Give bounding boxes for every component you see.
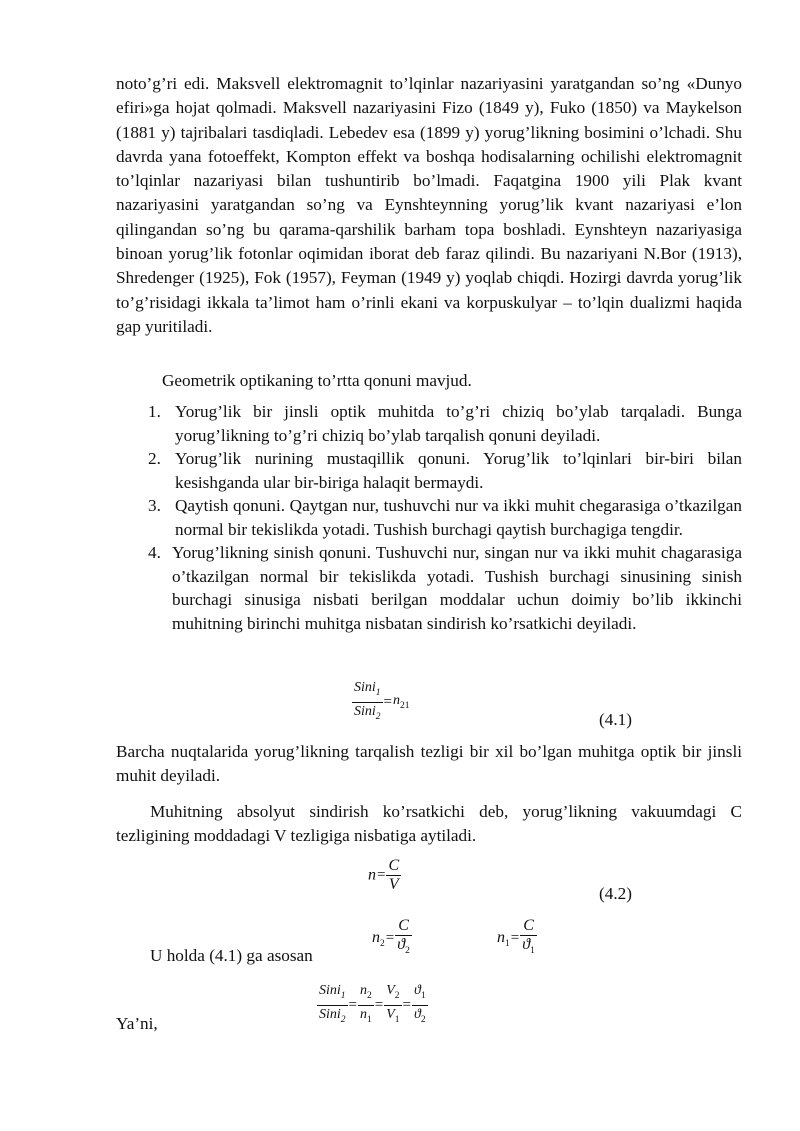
laws-intro: Geometrik optikaning to’rtta qonuni mavjud. <box>162 371 472 390</box>
equation-4-1: $\frac{Sini_1}{Sini_2}$ $=n_{21}$ <box>352 680 410 725</box>
fraction-c-over-theta2 <box>395 918 412 959</box>
fraction-c-over-v <box>386 858 401 893</box>
numerator: C <box>520 918 537 936</box>
denominator-sub: 1 <box>394 1014 400 1025</box>
laws-list <box>148 400 742 635</box>
lhs-symbol: n <box>372 928 380 946</box>
fraction-n-ratio <box>358 983 374 1028</box>
numerator: C <box>395 918 412 936</box>
numerator-sub: 2 <box>367 990 372 1001</box>
equation-4-2: n= $\frac{C}{V}$ <box>368 857 400 893</box>
fraction-v-ratio <box>384 983 401 1028</box>
lhs-symbol: n <box>497 928 505 946</box>
law-text: Qaytish qonuni. Qaytgan nur, tushuvchi nur va ikki muhit chegarasiga o’tkazilgan normal bir tekislikda yotadi. Tushish burchagi qaytish burchagiga tengdir. <box>175 496 742 539</box>
denominator-sub: 1 <box>530 946 535 957</box>
equation-label-4-1: (4.1) <box>599 710 632 729</box>
denominator-text: Sini <box>354 703 376 719</box>
lhs-symbol: n <box>368 866 376 884</box>
fraction-theta-ratio <box>412 983 428 1028</box>
equation-chain: $\frac{Sini_1}{Sini_2}$ = $\frac{n_2}{n_1}$ = $\frac{V_2}{V_1}$ = $\frac{ϑ_1}{ϑ_2}$ <box>317 983 428 1028</box>
law-item-4 <box>148 541 742 635</box>
numerator-text: n <box>360 983 367 998</box>
equation-n2: $n_2=$ $\frac{C}{ϑ_2}$ <box>372 918 412 959</box>
denominator-sub: 2 <box>340 1014 346 1025</box>
denominator-text: n <box>360 1006 367 1022</box>
denominator-symbol: ϑ <box>522 936 531 953</box>
denominator-sub: 2 <box>420 1014 426 1025</box>
paragraph-history: noto’g’ri edi. Maksvell elektromagnit to’lqinlar nazariyasini yaratgandan so’ng «Dunyo efiri»ga hojat qolmadi. Maksvell nazariyasini Fizo (1849 y), Fuko (1850) va Maykelson (1881 y) tajribalari tasdiqladi. Lebedev esa (1899 y) yorug’likning bosimini o’lchadi. Shu davrda yana fotoeffekt, Kompton effekt va boshqa hodisalarning ochilishi elektromagnit to’lqinlar nazariyasi bilan tushuntirib bo’lmadi. Faqatgina 1900 yili Plak kvant nazariyasini yaratgandan so’ng va Eynshteynning yorug’lik kvant nazariyasi e’lon qilingandan so’ng bu qarama-qarshilik barham topa boshladi. Eynshteyn nazariyasiga binoan yorug’lik fotonlar oqimidan iborat deb faraz qilindi. Bu nazariyani N.Bor (1913), Shredenger (1925), Fok (1957), Feyman (1949 y) yoqlab chiqdi. Hozirgi davrda yorug’lik to’g’risidagi ikkala ta’limot ham o’rinli ekani va korpuskulyar – to’lqin dualizmi haqida gap yuritiladi. <box>116 74 742 336</box>
numerator-sub: 2 <box>394 990 400 1001</box>
fraction-sin-ratio <box>352 680 383 725</box>
numerator-sub: 1 <box>340 990 346 1001</box>
numerator-text: Sini <box>319 983 341 998</box>
denominator: V <box>388 876 399 893</box>
law-item-3 <box>148 494 742 541</box>
paragraph-absolute-index: Muhitning absolyut sindirish ko’rsatkichi deb, yorug’likning vakuumdagi C tezligining moddadagi V tezligiga nisbatiga aytiladi. <box>116 802 742 846</box>
law-number: 4. <box>148 543 161 562</box>
text-ie: Ya’ni, <box>116 1014 158 1033</box>
law-text: Yorug’likning sinish qonuni. Tushuvchi nur, singan nur va ikki muhit chagarasiga o’tkazilgan normal bir tekislikda yotadi. Tushish burchagi sinusining sinish burchagi sinusiga nisbati berilgan moddalar uchun doimiy bo’lib ikkinchi muhitning birinchi muhitga nisbatan sindirish ko’rsatkichi deyiladi. <box>172 543 742 633</box>
law-text: Yorug’lik nurining mustaqillik qonuni. Yorug’lik to’lqinlari bir-biri bilan kesishganda ular bir-biriga halaqit bermaydi. <box>175 449 742 492</box>
denominator-sub: 1 <box>367 1014 372 1025</box>
rhs-sub: 21 <box>400 701 410 712</box>
fraction-sin-ratio <box>317 983 348 1028</box>
denominator-sub: 2 <box>405 946 410 957</box>
law-text: Yorug’lik bir jinsli optik muhitda to’g’ri chiziq bo’ylab tarqaladi. Bunga yorug’likning to’g’ri chiziq bo’ylab tarqalish qonuni deyiladi. <box>175 402 742 445</box>
numerator-text: V <box>386 983 395 998</box>
equation-n1: $n_1=$ $\frac{C}{ϑ_1}$ <box>497 918 537 959</box>
lhs-sub: 1 <box>505 938 510 949</box>
lhs-sub: 2 <box>380 938 385 949</box>
paragraph-optical-homogeneous: Barcha nuqtalarida yorug’likning tarqalish tezligi bir xil bo’lgan muhitga optik bir jinsli muhit deyiladi. <box>116 742 742 786</box>
numerator: C <box>388 857 400 874</box>
denominator-text: ϑ <box>414 1006 421 1022</box>
denominator-sub: 2 <box>375 711 381 722</box>
law-number: 2. <box>148 449 161 468</box>
rhs-symbol: n <box>393 693 400 709</box>
denominator-text: V <box>386 1006 395 1022</box>
numerator-sub: 1 <box>420 990 426 1001</box>
denominator-text: Sini <box>319 1006 341 1022</box>
numerator-sub: 1 <box>375 687 381 698</box>
law-item-1 <box>148 400 742 447</box>
denominator-symbol: ϑ <box>397 936 406 953</box>
equation-label-4-2: (4.2) <box>599 884 632 903</box>
law-number: 1. <box>148 402 161 421</box>
law-item-2 <box>148 447 742 494</box>
numerator-text: ϑ <box>414 983 421 998</box>
fraction-c-over-theta1 <box>520 918 537 959</box>
law-number: 3. <box>148 496 161 515</box>
numerator-text: Sini <box>354 680 376 695</box>
text-hence: U holda (4.1) ga asosan <box>150 946 313 965</box>
